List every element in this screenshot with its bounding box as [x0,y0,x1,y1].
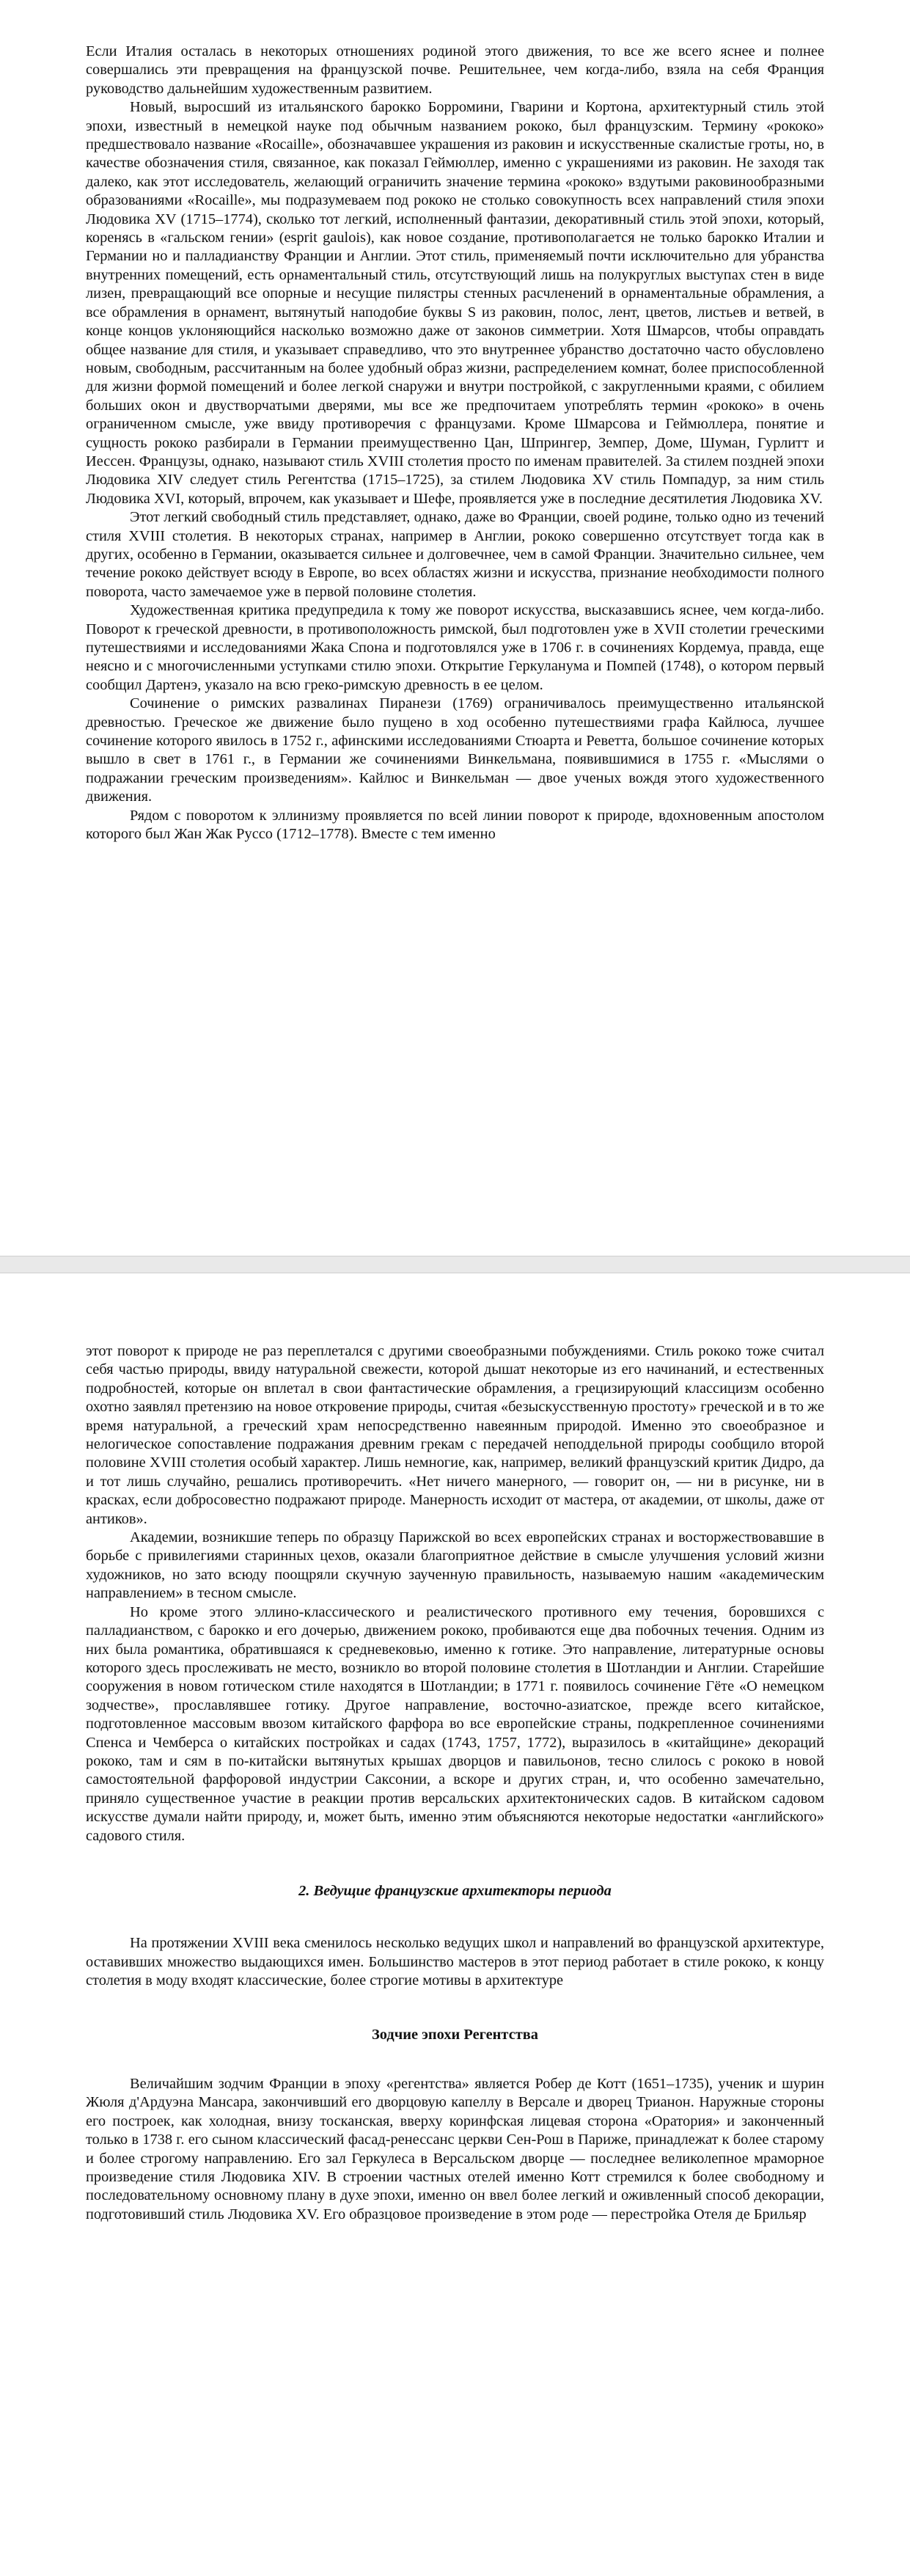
document-page-2 [0,1273,910,2576]
section-heading: 2. Ведущие французские архитекторы периода [298,1882,612,1899]
paragraph: На протяжении XVIII века сменилось несколько ведущих школ и направлений во французской архитектуре, оставивших множество выдающихся имен. Большинство мастеров в этот период работает в стиле рококо, к концу столетия в моду входят классические, более строгие мотивы в архитектуре [86,1935,824,1989]
document-page-1 [0,0,910,1256]
page-2-text-column [86,1342,824,2224]
paragraph: Если Италия осталась в некоторых отношениях родиной этого движения, то все же всего яснее и полнее совершались эти превращения на французской почве. Решительнее, чем когда-либо, взяла на себя Франция руководство дальнейшим художественным развитием. [86,43,824,97]
paragraph: Художественная критика предупредила к тому же поворот искусства, высказавшись яснее, чем когда-либо. Поворот к греческой древности, в противоположность римской, был подготовлен уже в XVII столетии греческими путешествиями и исследованиями Жака Спона и подготовлялся уже в 1706 г. в сочинениях Кордемуа, правда, еще неясно и с многочисленными уступками стилю эпохи. Открытие Геркуланума и Помпей (1748), о котором первый сообщил Дартенэ, указало на всю греко-римскую древность в ее целом. [86,602,824,693]
paragraph: Рядом с поворотом к эллинизму проявляется по всей линии поворот к природе, вдохновенным апостолом которого был Жан Жак Руссо (1712–1778). Вместе с тем именно [86,807,824,843]
page-separator [0,1256,910,1273]
paragraph: Новый, выросший из итальянского барокко Борромини, Гварини и Кортона, архитектурный стиль этой эпохи, известный в немецкой науке под обычным названием рококо, был французским. Термину «рококо» предшествовало название «Rocaille», обозначавшее украшения из раковин и искусственные скалистые гроты, но, в качестве обозначения стиля, связанное, как показал Геймюллер, именно с украшениями из раковин. Не заходя так далеко, как этот исследователь, желающий ограничить значение термина «рококо» вздутыми раковинообразными образованиями «Rocaille», мы подразумеваем под рококо не столько совокупность всех направлений стиля эпохи Людовика XV (1715–1774), сколько тот легкий, исполненный фантазии, декоративный стиль этой эпохи, который, коренясь в «гальском гении» (esprit gaulois), как новое создание, противополагается не только барокко Италии и Германии но и палладианству Франции и Англии. Этот стиль, применяемый почти исключительно для убранства внутренних помещений, есть орнаментальный стиль, отсутствующий лишь на полукруглых выступах стен в виде лизен, превращающий все опорные и несущие пилястры стенных расчленений в орнаментальные обрамления, а все обрамления в орнамент, вытянутый наподобие буквы S из раковин, полос, лент, цветов, листьев и ветвей, в конце концов уклоняющийся насколько возможно даже от законов симметрии. Хотя Шмарсов, чтобы оправдать общее название для стиля, и указывает справедливо, что это внутреннее убранство достаточно часто обусловлено новым, свободным, рассчитанным на более удобный образ жизни, распределением комнат, более приспособленной для жизни формой помещений и более легкой снаружи и внутри постройкой, с закругленными краями, с обилием больших окон и двустворчатыми дверями, мы все же предпочитаем употреблять термин «рококо» в очень ограниченном смысле, уже ввиду противоречия с французами. Кроме Шмарсова и Геймюллера, понятие и сущность рококо разбирали в Германии преимущественно Цан, Шпрингер, Земпер, Доме, Шуман, Гурлитт и Иессен. Французы, однако, называют стиль XVIII столетия просто по именам правителей. За стилем поздней эпохи Людовика XIV следует стиль Регентства (1715–1725), за стилем Людовика XV стиль Помпадур, за ним стиль Людовика XVI, который, впрочем, как указывает и Шефе, проявляется уже в последние десятилетия Людовика XV. [86,99,824,507]
page-1-text-column [86,43,824,844]
paragraph: Величайшим зодчим Франции в эпоху «регентства» является Робер де Котт (1651–1735), ученик и шурин Жюля д'Ардуэна Мансара, закончивший его дворцовую капеллу в Версале и дворец Трианон. Наружные стороны его построек, как холодная, внизу тосканская, вверху коринфская лицевая сторона «Оратория» и законченный только в 1738 г. его сыном классический фасад-ренессанс церкви Сен-Рош в Париже, принадлежат к более старому и более строгому направлению. Его зал Геркулеса в Версальском дворце — последнее великолепное мраморное произведение стиля Людовика XIV. В строении частных отелей именно Котт стремился к более свободному и последовательному основному плану в духе эпохи, именно он ввел более легкий и оживленный способ декорации, подготовивший стиль Людовика XV. Его образцовое произведение в этом роде — перестройка Отеля де Брильяр [86,2076,824,2222]
subsection-heading: Зодчие эпохи Регентства [372,2026,538,2043]
paragraph: Академии, возникшие теперь по образцу Парижской во всех европейских странах и восторжествовавшие в борьбе с привилегиями старинных цехов, оказали благоприятное действие в смысле улучшения условий жизни художников, но зато всюду поощряли скучную заученную правильность, называемую нашим «академическим направлением» в тесном смысле. [86,1529,824,1602]
paragraph: Этот легкий свободный стиль представляет, однако, даже во Франции, своей родине, только одно из течений стиля XVIII столетия. В некоторых странах, например в Англии, рококо совершенно отсутствует тогда как в других, особенно в Германии, оказывается сильнее и долговечнее, чем в самой Франции. Значительно сильнее, чем течение рококо действует всюду в Европе, во всех областях жизни и искусства, признание необходимости полного поворота, часто замечаемое уже в первой половине столетия. [86,509,824,600]
paragraph: Сочинение о римских развалинах Пиранези (1769) ограничивалось преимущественно итальянской древностью. Греческое же движение было пущено в ход особенно путешествиями графа Кайлюса, лучшее сочинение которого явилось в 1752 г., афинскими исследованиями Стюарта и Реветта, большое сочинение которых вышло в свет в 1761 г., в Германии же сочинениями Винкельмана, появившимися в 1755 г. «Мыслями о подражании греческим произведениям». Кайлюс и Винкельман — двое ученых вождя этого художественного движения. [86,695,824,805]
paragraph: этот поворот к природе не раз переплетался с другими своеобразными побуждениями. Стиль рококо тоже считал себя частью природы, ввиду натуральной свежести, которой дышат некоторые из его начинаний, и естественных подробностей, которые он вплетал в свои фантастические обрамления, а грецизирующий классицизм особенно охотно заявлял претензию на новое откровение природы, считая «безыскусственную простоту» греческой и в то же время натуральной, а греческий храм непосредственно навеянным природой. Именно это своеобразное и нелогическое сопоставление подражания древним грекам с передачей неподдельной природы сообщило второй половине XVIII столетия особый характер. Лишь немногие, как, например, великий французский критик Дидро, да и тот лишь случайно, решались противоречить. «Нет ничего манерного, — говорит он, — ни в рисунке, ни в красках, если добросовестно подражают природе. Манерность исходит от мастера, от академии, от школы, даже от антиков». [86,1343,824,1527]
paragraph: Но кроме этого эллино-классического и реалистического противного ему течения, боровшихся с палладианством, с барокко и его дочерью, движением рококо, пробиваются еще два побочных течения. Одним из них была романтика, обратившаяся к средневековью, именно к готике. Это направление, литературные основы которого здесь прослеживать не место, возникло во второй половине столетия в Шотландии и Англии. Старейшие сооружения в новом готическом стиле находятся в Шотландии; в 1771 г. появилось сочинение Гёте «О немецком зодчестве», прославлявшее готику. Другое направление, восточно-азиатское, прежде всего китайское, подготовленное массовым ввозом китайского фарфора во все европейские страны, подкрепленное сочинениями Спенса и Чемберса о китайских постройках и садах (1743, 1757, 1772), выразилось в «китайщине» декораций рококо, там и сям в по-китайски вытянутых крышах дворцов и павильонов, тесно слилось с рококо в новой самостоятельной фарфоровой индустрии Саксонии, а вскоре и других стран, и, что особенно замечательно, приняло существенное участие в реакции против версальских архитектонических садов. В китайском садовом искусстве думали найти природу, и, может быть, именно этим объясняются некоторые недостатки «английского» садового стиля. [86,1603,824,1844]
